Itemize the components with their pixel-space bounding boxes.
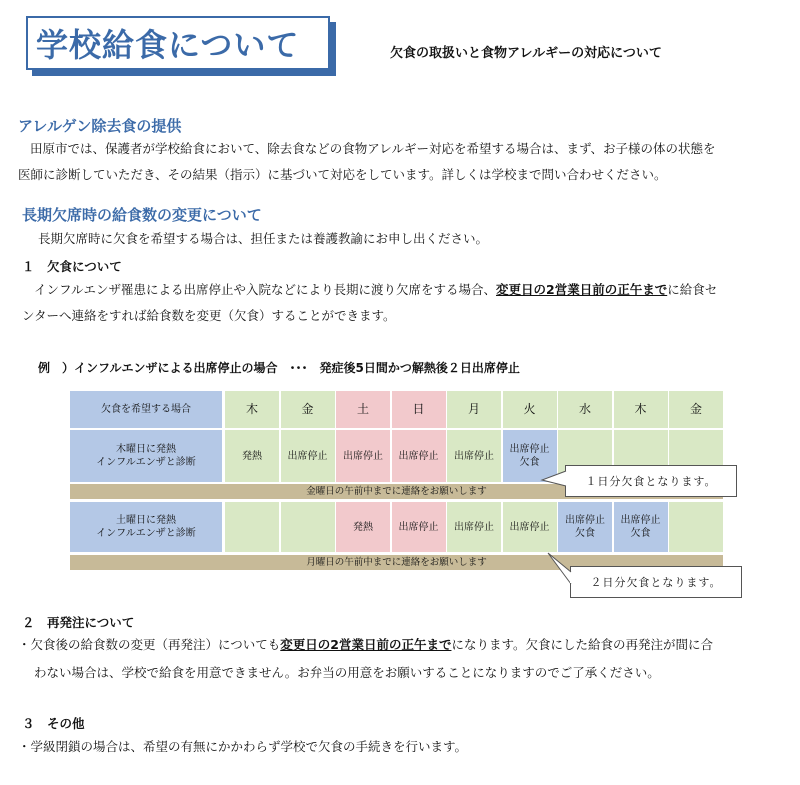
reorder-pre: ・欠食後の給食数の変更（再発注）についても — [18, 637, 281, 652]
row1-label-cell: 木曜日に発熱 インフルエンザと診断 — [70, 430, 222, 482]
day-header-cell: 木 — [614, 391, 668, 428]
reorder-heading: ２ 再発注について — [22, 615, 135, 630]
absence-item1-text-2: ンターへ連絡をすれば給食数を変更（欠食）することができます。 — [22, 308, 396, 323]
row1-cell: 出席停止 — [447, 430, 501, 482]
row1-cell: 出席停止 — [281, 430, 335, 482]
absence-item1-heading: １ 欠食について — [22, 259, 122, 274]
other-heading: ３ その他 — [22, 716, 85, 731]
reorder-text-2: わない場合は、学校で給食を用意できません。お弁当の用意をお願いすることになりますのでご了承ください。 — [34, 665, 660, 680]
row1-cell: 出席停止 — [336, 430, 390, 482]
allergy-heading: アレルゲン除去食の提供 — [18, 117, 182, 135]
example-caption: 例 ）インフルエンザによる出席停止の場合 ･･･ 発症後5日間かつ解熱後２日出席停止 — [38, 361, 520, 375]
row2-cell: 出席停止 欠食 — [558, 502, 612, 552]
row2-cell: 出席停止 欠食 — [614, 502, 668, 552]
row1-cell: 出席停止 — [392, 430, 446, 482]
other-text: ・学級閉鎖の場合は、希望の有無にかかわらず学校で欠食の手続きを行います。 — [18, 739, 468, 754]
row2-cell: 発熱 — [336, 502, 390, 552]
day-header-cell: 月 — [447, 391, 501, 428]
day-header-cell: 金 — [669, 391, 723, 428]
row2-cell: 出席停止 — [503, 502, 557, 552]
reorder-deadline-emphasis: 変更日の2営業日前の正午まで — [280, 637, 452, 652]
page-subtitle: 欠食の取扱いと食物アレルギーの対応について — [390, 46, 662, 61]
row2-cell: 出席停止 — [392, 502, 446, 552]
row2-label-cell: 土曜日に発熱 インフルエンザと診断 — [70, 502, 222, 552]
day-header-cell: 水 — [558, 391, 612, 428]
absence-item1-post: に給食セ — [667, 282, 718, 297]
page-title: 学校給食について — [36, 26, 300, 64]
row1-deadline-note: 金曜日の午前中までに連絡をお願いします — [70, 484, 723, 499]
day-header-cell: 木 — [225, 391, 279, 428]
day-header-cell: 金 — [281, 391, 335, 428]
row2-cell: 出席停止 — [447, 502, 501, 552]
reorder-text — [18, 632, 713, 658]
absence-heading: 長期欠席時の給食数の変更について — [22, 206, 262, 224]
allergy-text-2: 医師に診断していただき、その結果（指示）に基づいて対応をしています。詳しくは学校まで問い合わせください。 — [18, 167, 667, 182]
row1-cell: 出席停止 欠食 — [503, 430, 557, 482]
row2-deadline-note: 月曜日の午前中までに連絡をお願いします — [70, 555, 723, 570]
row1-cell: 発熱 — [225, 430, 279, 482]
allergy-text-1: 田原市では、保護者が学校給食において、除去食などの食物アレルギー対応を希望する場合は、まず、お子様の体の状態を — [30, 141, 716, 156]
absence-intro: 長期欠席時に欠食を希望する場合は、担任または養護教諭にお申し出ください。 — [38, 231, 489, 246]
day-header-cell: 日 — [392, 391, 446, 428]
header-label-cell: 欠食を希望する場合 — [70, 391, 222, 428]
reorder-post: になります。欠食にした給食の再発注が間に合 — [451, 637, 713, 652]
day-header-cell: 土 — [336, 391, 390, 428]
deadline-emphasis: 変更日の2営業日前の正午まで — [496, 282, 668, 297]
callout-two-days: ２日分欠食となります。 — [570, 566, 742, 598]
day-header-cell: 火 — [503, 391, 557, 428]
callout-one-day: １日分欠食となります。 — [565, 465, 737, 497]
absence-item1-pre: インフルエンザ罹患による出席停止や入院などにより長期に渡り欠席をする場合、 — [34, 282, 497, 297]
